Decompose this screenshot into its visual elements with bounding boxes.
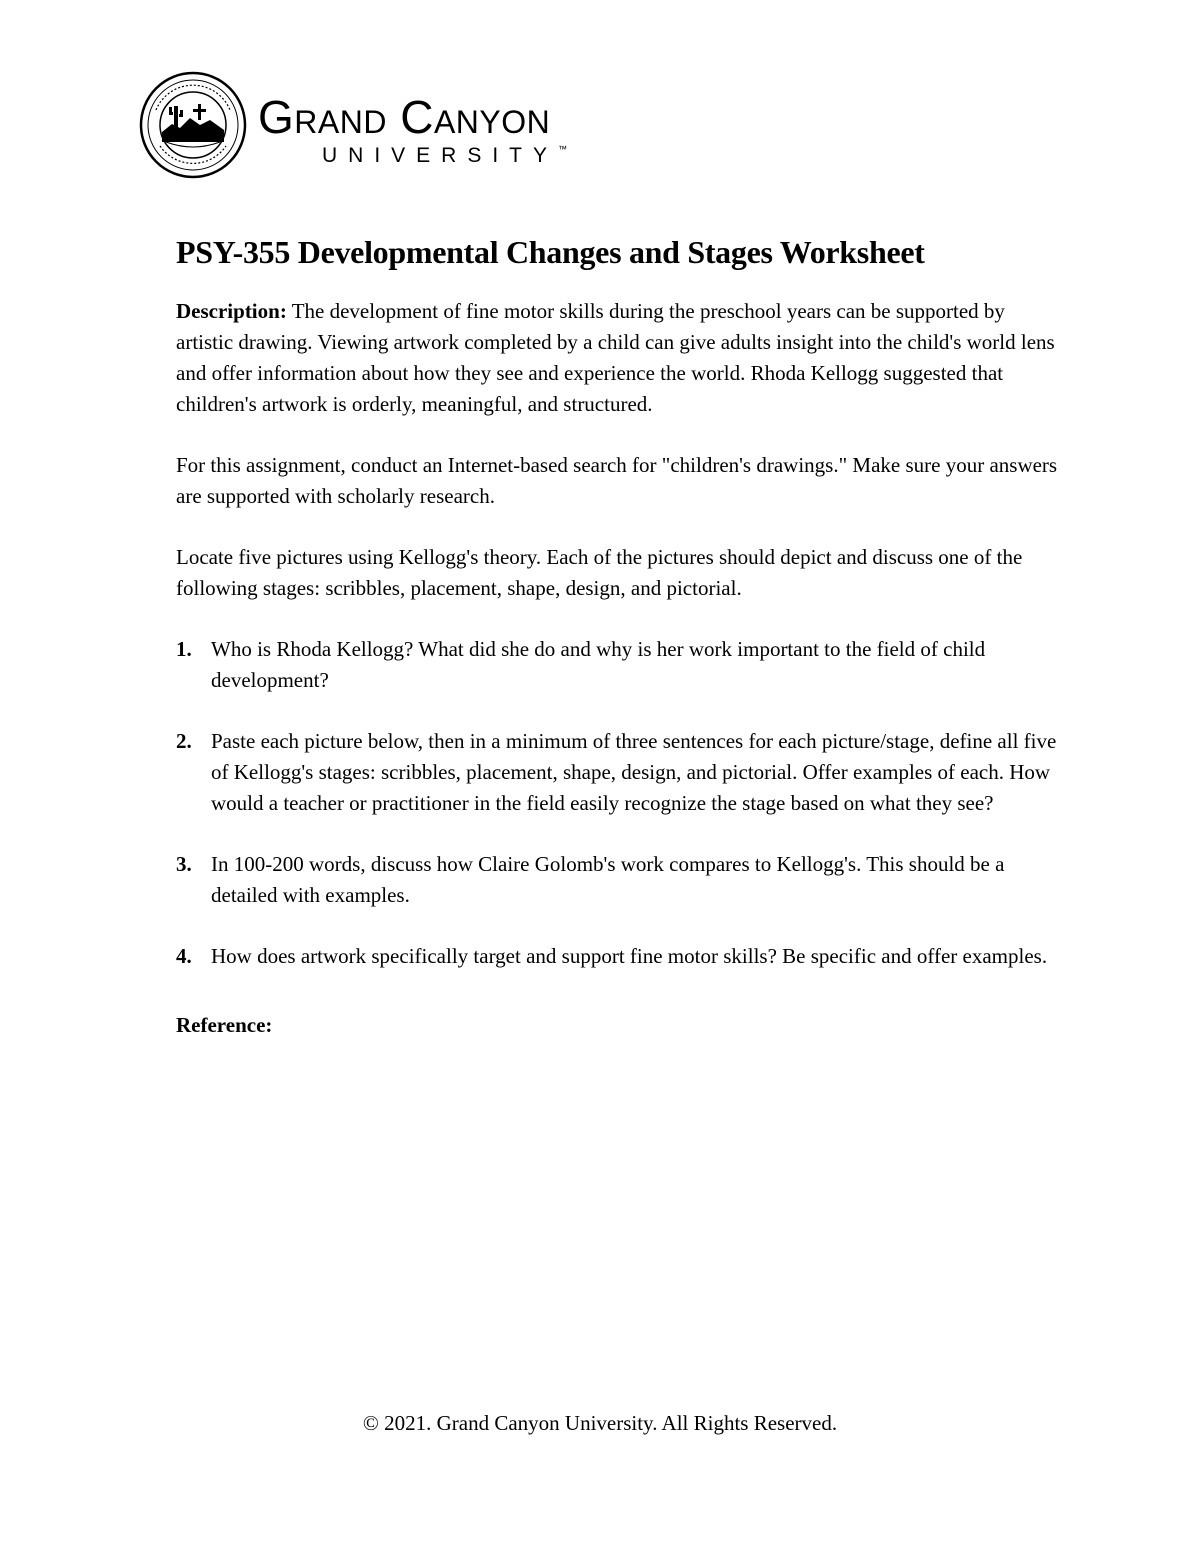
question-item — [176, 941, 1066, 972]
question-text: Who is Rhoda Kellogg? What did she do and why is her work important to the field of child development? — [211, 637, 986, 692]
question-text: Paste each picture below, then in a minimum of three sentences for each picture/stage, define all five of Kellogg's stages: scribbles, placement, shape, design, and pictorial. Offer examples of each. How would a teacher or practitioner in the field easily recognize the stage based on what they see? — [211, 729, 1057, 815]
description-text: The development of fine motor skills during the preschool years can be supported by artistic drawing. Viewing artwork completed by a child can give adults insight into the child's world lens and offer information about how they see and experience the world. Rhoda Kellogg suggested that children's artwork is orderly, meaningful, and structured. — [176, 299, 1055, 416]
question-text: In 100-200 words, discuss how Claire Golomb's work compares to Kellogg's. This should be a detailed with examples. — [211, 852, 1005, 907]
description-label: Description: — [176, 299, 287, 323]
pictures-paragraph: Locate five pictures using Kellogg's theory. Each of the pictures should depict and discuss one of the following stages: scribbles, placement, shape, design, and pictorial. — [176, 545, 1023, 600]
question-text: How does artwork specifically target and support fine motor skills? Be specific and offer examples. — [211, 944, 1048, 968]
university-seal-icon — [138, 70, 248, 180]
logo-university-name: Grand Canyon — [258, 91, 551, 143]
question-number: 1. — [176, 637, 192, 661]
logo-university-subtitle: UNIVERSITY™ — [322, 144, 568, 167]
university-logo — [138, 70, 618, 180]
question-item — [176, 634, 1066, 696]
question-item — [176, 726, 1066, 819]
question-number: 3. — [176, 852, 192, 876]
question-number: 2. — [176, 729, 192, 753]
question-list — [176, 634, 1066, 972]
worksheet-content — [176, 232, 1066, 1041]
question-number: 4. — [176, 944, 192, 968]
assignment-paragraph: For this assignment, conduct an Internet-based search for "children's drawings." Make sure your answers are supported with scholarly research. — [176, 453, 1058, 508]
description-paragraph — [176, 296, 1066, 420]
reference-heading: Reference: — [176, 1013, 273, 1037]
page-title: PSY-355 Developmental Changes and Stages Worksheet — [176, 234, 925, 270]
question-item — [176, 849, 1066, 911]
copyright-footer: © 2021. Grand Canyon University. All Rights Reserved. — [362, 1411, 838, 1435]
trademark-symbol: ™ — [558, 144, 568, 154]
